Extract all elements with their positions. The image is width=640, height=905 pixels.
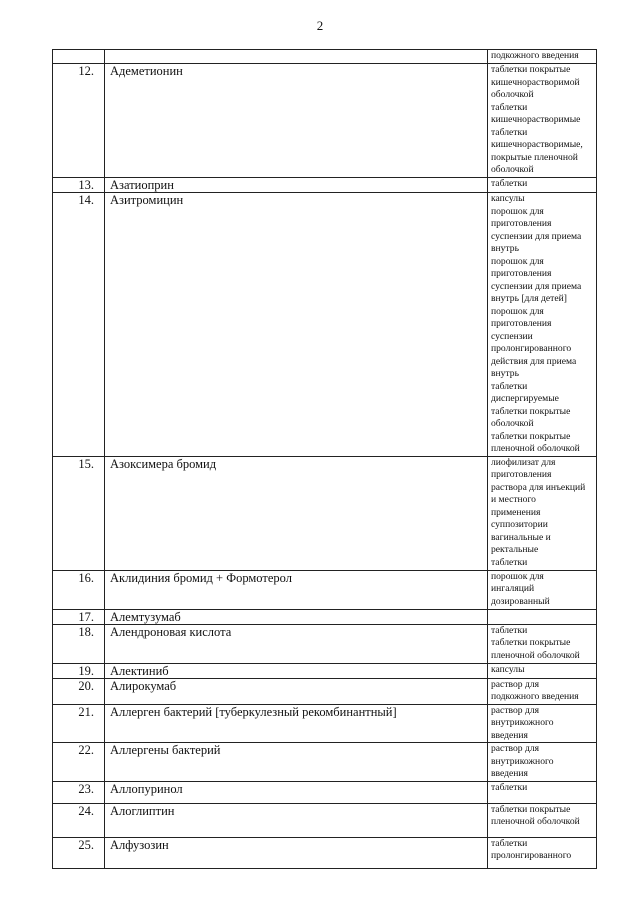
row-number: 14.: [53, 193, 105, 457]
row-number: 22.: [53, 743, 105, 782]
dosage-form-line: порошок для: [491, 570, 544, 582]
drug-name: Алектиниб: [105, 663, 488, 678]
dosage-forms: [488, 178, 597, 193]
dosage-form-line: пленочной оболочкой: [491, 649, 580, 661]
drug-name: Азоксимера бромид: [105, 456, 488, 570]
row-number: 18.: [53, 624, 105, 663]
dosage-form-line: применения: [491, 506, 541, 518]
dosage-forms: [488, 64, 597, 178]
dosage-form-line: действия для приема: [491, 355, 577, 367]
dosage-forms: [488, 624, 597, 663]
dosage-form-line: и местного: [491, 494, 536, 505]
drug-name: Аллерген бактерий [туберкулезный рекомбинантный]: [105, 704, 488, 743]
dosage-form-line: лиофилизат для: [491, 456, 556, 468]
dosage-form-line: подкожного введения: [491, 50, 579, 61]
dosage-forms: [488, 456, 597, 570]
dosage-form-line: кишечнорастворимые: [491, 114, 581, 125]
row-number: 16.: [53, 570, 105, 609]
dosage-form-line: покрытые пленочной: [491, 151, 578, 163]
dosage-form-line: капсулы: [491, 193, 525, 204]
dosage-form-line: суппозитории: [491, 519, 548, 530]
dosage-form-line: внутрикожного: [491, 717, 554, 728]
dosage-form-line: дозированный: [491, 595, 550, 607]
table-row: [53, 50, 597, 64]
dosage-form-line: кишечнорастворимые,: [491, 139, 583, 150]
dosage-form-line: приготовления: [491, 318, 552, 329]
dosage-form-line: раствор для: [491, 743, 540, 754]
table-row: [53, 624, 597, 663]
row-number: 15.: [53, 456, 105, 570]
dosage-forms: [488, 193, 597, 457]
dosage-forms: [488, 837, 597, 868]
dosage-form-line: введения: [491, 768, 528, 779]
dosage-form-line: пленочной оболочкой: [491, 443, 580, 454]
row-number: 13.: [53, 178, 105, 193]
dosage-form-line: внутрь: [491, 243, 519, 254]
dosage-form-line: внутрь: [491, 368, 519, 379]
dosage-form-line: приготовления: [491, 268, 552, 279]
dosage-form-line: таблетки: [491, 556, 528, 568]
drug-table: [52, 49, 597, 869]
dosage-form-line: пленочной оболочкой: [491, 816, 580, 827]
dosage-form-line: приготовления: [491, 469, 552, 480]
dosage-form-line: ингаляций: [491, 583, 535, 594]
drug-name: Алирокумаб: [105, 678, 488, 704]
row-number: 23.: [53, 781, 105, 803]
table-row: [53, 663, 597, 678]
table-row: [53, 609, 597, 624]
table-row: [53, 781, 597, 803]
table-row: [53, 570, 597, 609]
dosage-form-line: суспензии для приема: [491, 230, 582, 242]
dosage-forms: [488, 678, 597, 704]
drug-name: Аллопуринол: [105, 781, 488, 803]
dosage-form-line: введения: [491, 729, 528, 741]
drug-name: Аллергены бактерий: [105, 743, 488, 782]
dosage-forms: [488, 663, 597, 678]
dosage-form-line: таблетки: [491, 624, 528, 636]
dosage-form-line: внутрь [для детей]: [491, 293, 567, 304]
page-number: 2: [316, 18, 324, 33]
table-row: [53, 704, 597, 743]
dosage-form-line: ректальные: [491, 544, 539, 555]
dosage-form-line: внутрикожного: [491, 755, 554, 767]
dosage-forms: [488, 50, 597, 64]
drug-name: Алендроновая кислота: [105, 624, 488, 663]
dosage-form-line: капсулы: [491, 663, 525, 675]
table-row: [53, 456, 597, 570]
dosage-form-line: таблетки: [491, 380, 528, 392]
dosage-form-line: таблетки покрытые: [491, 405, 571, 417]
drug-name: [105, 50, 488, 64]
dosage-form-line: оболочкой: [491, 89, 534, 100]
drug-name: Алоглиптин: [105, 803, 488, 837]
dosage-form-line: таблетки покрытые: [491, 430, 571, 442]
table-row: [53, 64, 597, 178]
dosage-form-line: кишечнорастворимой: [491, 76, 580, 88]
dosage-form-line: порошок для: [491, 255, 544, 267]
drug-name: Азитромицин: [105, 193, 488, 457]
dosage-form-line: оболочкой: [491, 418, 534, 429]
dosage-form-line: раствор для: [491, 678, 540, 690]
row-number: 24.: [53, 803, 105, 837]
dosage-forms: [488, 743, 597, 782]
drug-name: Адеметионин: [105, 64, 488, 178]
drug-name: Алфузозин: [105, 837, 488, 868]
dosage-form-line: подкожного введения: [491, 691, 579, 702]
row-number: 25.: [53, 837, 105, 868]
row-number: [53, 50, 105, 64]
dosage-form-line: приготовления: [491, 218, 552, 229]
dosage-form-line: вагинальные и: [491, 531, 551, 543]
row-number: 17.: [53, 609, 105, 624]
table-row: [53, 837, 597, 868]
dosage-forms: [488, 704, 597, 743]
dosage-forms: [488, 609, 597, 624]
dosage-forms: [488, 803, 597, 837]
dosage-form-line: порошок для: [491, 205, 544, 217]
table-row: [53, 678, 597, 704]
dosage-form-line: таблетки покрытые: [491, 637, 571, 648]
table-row: [53, 803, 597, 837]
row-number: 20.: [53, 678, 105, 704]
dosage-forms: [488, 781, 597, 803]
dosage-form-line: таблетки: [491, 178, 528, 189]
row-number: 19.: [53, 663, 105, 678]
dosage-form-line: таблетки: [491, 837, 528, 849]
table-row: [53, 193, 597, 457]
table-row: [53, 178, 597, 193]
dosage-form-line: суспензии для приема: [491, 280, 582, 292]
dosage-form-line: пролонгированного: [491, 850, 572, 861]
dosage-form-line: таблетки покрытые: [491, 803, 571, 815]
dosage-form-line: раствор для: [491, 704, 540, 716]
dosage-form-line: оболочкой: [491, 164, 534, 175]
dosage-form-line: раствора для инъекций: [491, 481, 586, 493]
dosage-form-line: порошок для: [491, 305, 544, 317]
row-number: 21.: [53, 704, 105, 743]
drug-name: Алемтузумаб: [105, 609, 488, 624]
table-row: [53, 743, 597, 782]
drug-name: Азатиоприн: [105, 178, 488, 193]
dosage-form-line: таблетки покрытые: [491, 64, 571, 75]
dosage-form-line: пролонгированного: [491, 343, 572, 354]
dosage-form-line: суспензии: [491, 330, 533, 342]
drug-name: Аклидиния бромид + Формотерол: [105, 570, 488, 609]
dosage-forms: [488, 570, 597, 609]
dosage-form-line: таблетки: [491, 781, 528, 793]
dosage-form-line: таблетки: [491, 101, 528, 113]
dosage-form-line: диспергируемые: [491, 393, 559, 404]
dosage-form-line: таблетки: [491, 126, 528, 138]
row-number: 12.: [53, 64, 105, 178]
